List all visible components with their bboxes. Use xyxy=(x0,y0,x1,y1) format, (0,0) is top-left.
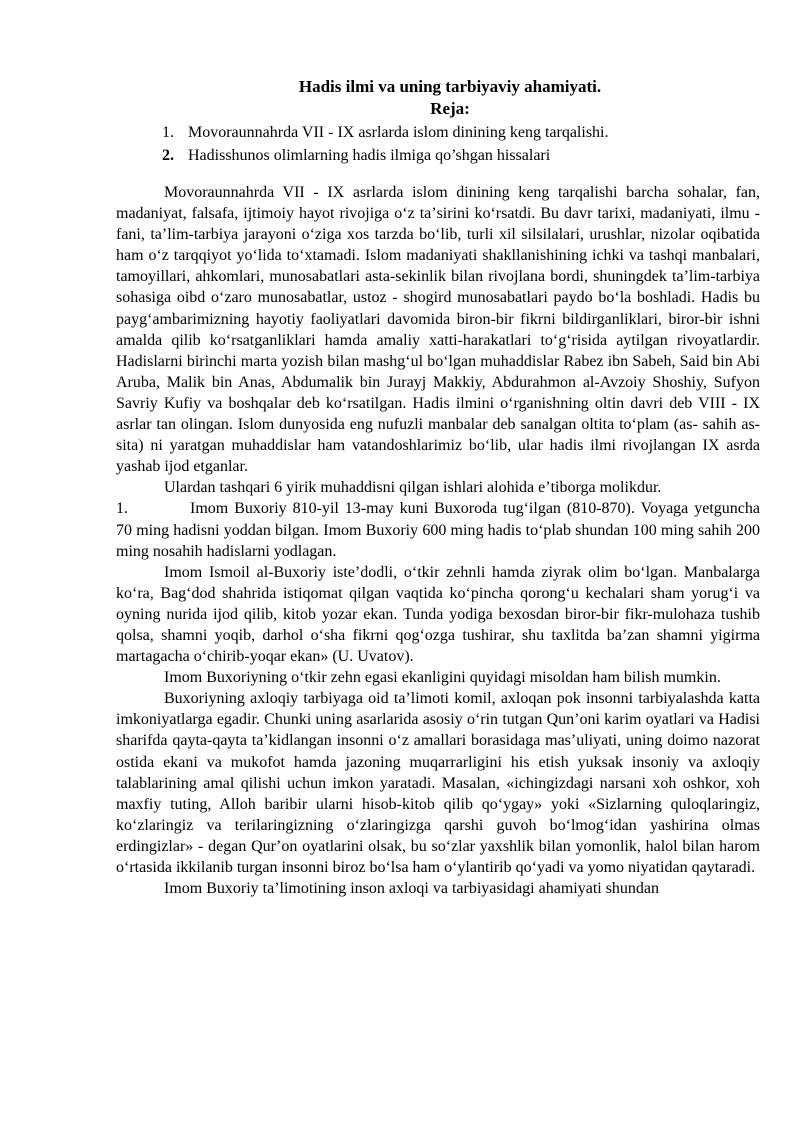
numbered-paragraph-text: Imom Buxoriy 810-yil 13-may kuni Buxoroda tugʻilgan (810-870). Voyaga yetguncha 70 ming hadisni yoddan bilgan. Imom Buxoriy 600 ming hadis toʻplab shundan 100 ming sahih 200 ming nosahih hadislarni yodlagan. xyxy=(116,500,760,560)
plan-list xyxy=(162,121,762,167)
paragraph: Imom Ismoil al-Buxoriy isteʼdodli, oʻtkir zehnli hamda ziyrak olim boʻlgan. Manbalarga koʻra, Bagʻdod shahrida istiqomat qilgan vaqtida koʻpincha qorongʻu kechalari sham yorugʻi va oyning nurida ijod qilib, kitob yozar ekan. Tunda yodiga bexosdan biror-bir fikr-mulohaza tushib qolsa, shamni yoqib, darhol oʻsha fikrni qogʻozga tushirar, shu taxlitda baʼzan shamni yigirma martagacha oʻchirib-yoqar ekan» (U. Uvatov). xyxy=(116,563,760,666)
plan-item xyxy=(162,121,762,144)
document-body xyxy=(116,182,760,899)
paragraph: Imom Buxoriy taʼlimotining inson axloqi va tarbiyasidagi ahamiyati shundan xyxy=(164,880,660,898)
plan-item-text: Movoraunnahrda VII - IX asrlarda islom dinining keng tarqalishi. xyxy=(188,124,609,141)
plan-item xyxy=(162,144,762,167)
paragraph: Buxoriyning axloqiy tarbiyaga oid taʼlimoti komil, axloqan pok insonni tarbiyalashda katta imkoniyatlarga egadir. Chunki uning asarlarida asosiy oʻrin tutgan Qunʼoni karim oyatlari va Hadisi sharifda qayta-qayta taʼkidlangan insonni oʻz amallari borasidaga masʼuliyati, uning doimo nazorat ostida ekani va mukofot hamda jazoning muqarrarligini his etish yuksak insoniy va axloqiy talablarining amal qilishi uchun imkon yaratadi. Masalan, «ichingizdagi narsani xoh oshkor, xoh maxfiy tuting, Alloh baribir ularni hisob-kitob qilib qoʻygay» yoki «Sizlarning quloqlaringiz, koʻzlaringiz va terilaringizning oʻzlaringizga qarshi guvoh boʻlmogʻidan yashirina olmas erdingizlar» - degan Qurʼon oyatlarini olsak, bu soʻzlar yaxshlik bilan yomonlik, halol bilan harom oʻrtasida ikkilanib turgan insonni biroz boʻlsa ham oʻylantirib qoʻyadi va yomo niyatidan qaytaradi. xyxy=(116,690,760,876)
paragraph: Movoraunnahrda VII - IX asrlarda islom dinining keng tarqalishi barcha sohalar, fan, madaniyat, falsafa, ijtimoiy hayot rivojiga oʻz taʼsirini koʻrsatdi. Bu davr tarixi, madaniyati, ilmu - fani, taʼlim-tarbiya jarayoni oʻziga xos tarzda boʻlib, turli xil silsilalari, urushlar, nizolar oqibatida ham oʻz tarqqiyot yoʻlida toʻxtamadi. Islom madaniyati shakllanishining ichki va tashqi manbalari, tamoyillari, ahkomlari, munosabatlari asta-sekinlik bilan rivojlana bordi, shuningdek taʼlim-tarbiya sohasiga oibd oʻzaro munosabatlar, ustoz - shogird munosabatlari paydo boʻla boshladi. Hadis bu paygʻambarimizning hayotiy faoliyatlari davomida biron-bir fikrni bildirganliklari, biror-bir ishni amalda qilib koʻrsatganliklari hamda amaliy xatti-harakatlari toʻgʻrisida aytilgan rivoyatlardir. Hadislarni birinchi marta yozish bilan mashgʻul boʻlgan muhaddislar Rabez ibn Sabeh, Said bin Abi Aruba, Malik bin Anas, Abdumalik bin Jurayj Makkiy, Abdurahmon al-Avzoiy Shoshiy, Sufyon Savriy Kufiy va boshqalar deb koʻrsatilgan. Hadis ilmini oʻrganishning oltin davri deb VIII - IX asrlar tan olingan. Islom dunyosida eng nufuzli manbalar deb sanalgan oltita toʻplam (as- sahih as-sita) ni yaratgan muhaddislar ham vatandoshlarimiz boʻlib, ular hadis ilmi rivojlangan IX asrda yashab ijod etganlar. xyxy=(116,184,760,476)
document-title: Hadis ilmi va uning tarbiyaviy ahamiyati. xyxy=(298,77,602,96)
plan-heading: Reja: xyxy=(430,99,470,118)
numbered-paragraph xyxy=(116,498,760,561)
plan-item-number: 2. xyxy=(162,147,174,164)
plan-item-text: Hadisshunos olimlarning hadis ilmiga qo’shgan hissalari xyxy=(188,147,551,164)
paragraph: Imom Buxoriyning oʻtkir zehn egasi ekanligini quyidagi misoldan ham bilish mumkin. xyxy=(164,669,721,687)
plan-item-number: 1. xyxy=(162,124,174,141)
paragraph: Ulardan tashqari 6 yirik muhaddisni qilgan ishlari alohida eʼtiborga molikdur. xyxy=(164,479,662,497)
numbered-paragraph-number: 1. xyxy=(116,500,128,518)
